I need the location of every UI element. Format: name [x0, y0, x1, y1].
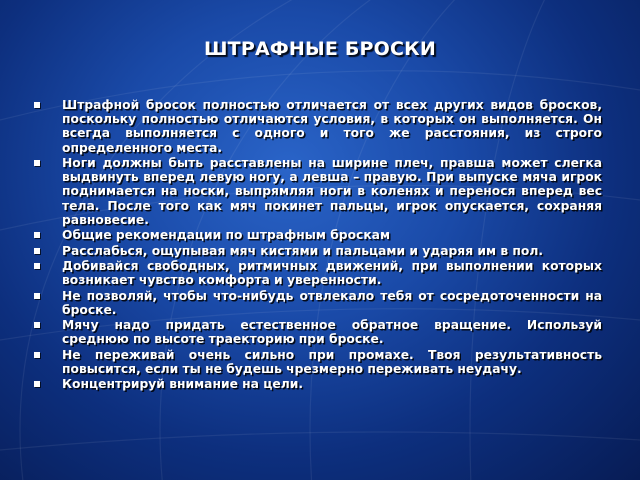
bullet-item: Ноги должны быть расставлены на ширине плеч, правша может слегка выдвинуть вперед левую ногу, а левша – правую. При выпуске мяча игрок поднимается на носки, выпрямляя ноги в коленях и перенося вперед вес тела. После того как мяч покинет пальцы, игрок опускается, сохраняя равновесие.: [34, 156, 602, 227]
bullet-item: Расслабься, ощупывая мяч кистями и пальцами и ударяя им в пол.: [34, 244, 602, 258]
bullet-item: Штрафной бросок полностью отличается от всех других видов бросков, поскольку полностью отличаются условия, в которых он выполняется. Он всегда выполняется с одного и того же расстояния, из строго определенного места.: [34, 98, 602, 155]
bullet-item: Общие рекомендации по штрафным броскам: [34, 228, 602, 242]
bullet-item: Мячу надо придать естественное обратное вращение. Используй среднюю по высоте траекторию при броске.: [34, 318, 602, 346]
slide-title: ШТРАФНЫЕ БРОСКИ: [203, 38, 437, 60]
bullet-item: Добивайся свободных, ритмичных движений, при выполнении которых возникает чувство комфорта и уверенности.: [34, 259, 602, 287]
bullet-item: Не позволяй, чтобы что-нибудь отвлекало тебя от сосредоточенности на броске.: [34, 289, 602, 317]
bullet-item: Не переживай очень сильно при промахе. Твоя результативность повысится, если ты не будешь чрезмерно переживать неудачу.: [34, 348, 602, 376]
bullet-list: [34, 98, 602, 393]
bullet-item: Концентрируй внимание на цели.: [34, 377, 602, 391]
